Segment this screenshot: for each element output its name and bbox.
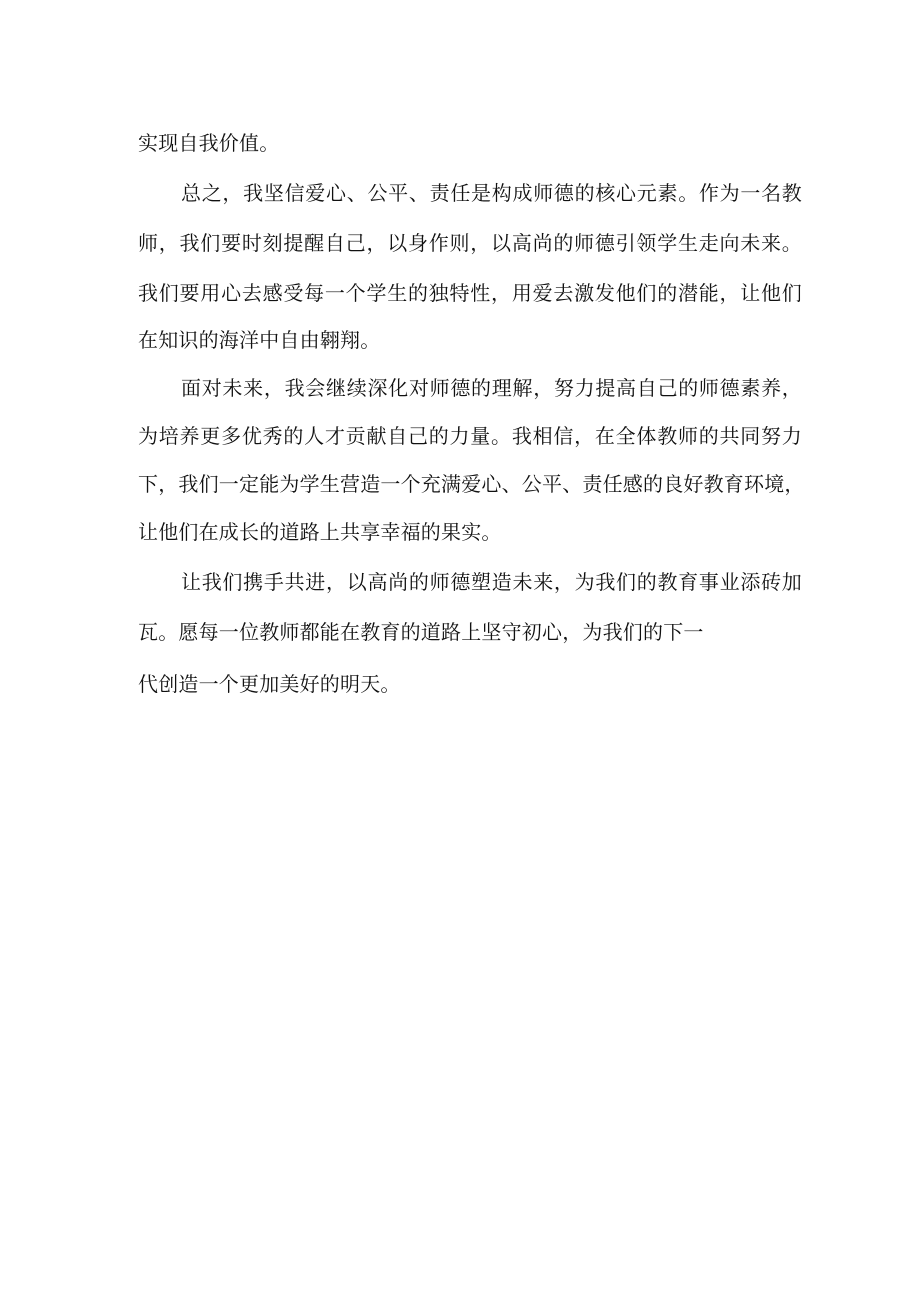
text-line: 让我们携手共进，以高尚的师德塑造未来，为我们的教育事业添砖加 — [181, 570, 802, 594]
text-line: 为培养更多优秀的人才贡献自己的力量。我相信，在全体教师的共同努力 — [138, 424, 802, 448]
text-line: 师，我们要时刻提醒自己，以身作则，以高尚的师德引领学生走向未来。 — [138, 231, 802, 255]
text-line: 让他们在成长的道路上共享幸福的果实。 — [138, 520, 502, 544]
text-line: 瓦。愿每一位教师都能在教育的道路上坚守初心，为我们的下一 — [138, 620, 704, 644]
text-line: 我们要用心去感受每一个学生的独特性，用爱去激发他们的潜能，让他们 — [138, 281, 802, 305]
text-line: 在知识的海洋中自由翱翔。 — [138, 328, 381, 352]
text-line: 下，我们一定能为学生营造一个充满爱心、公平、责任感的良好教育环境， — [138, 472, 805, 496]
text-line: 面对未来，我会继续深化对师德的理解，努力提高自己的师德素养， — [181, 376, 802, 400]
text-line: 代创造一个更加美好的明天。 — [138, 672, 401, 696]
text-line: 总之，我坚信爱心、公平、责任是构成师德的核心元素。作为一名教 — [181, 181, 802, 205]
text-line: 实现自我价值。 — [138, 131, 280, 155]
